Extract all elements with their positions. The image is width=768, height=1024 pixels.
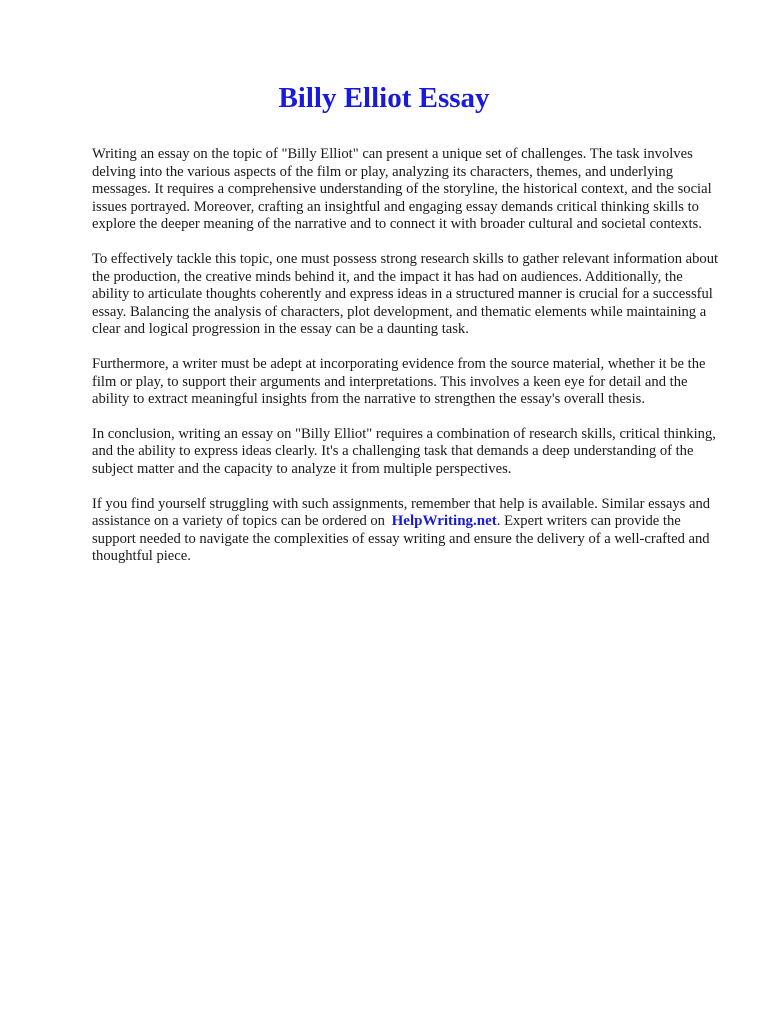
paragraph-4: In conclusion, writing an essay on "Billy Elliot" requires a combination of research skills, critical thinking, and the ability to express ideas clearly. It's a challenging task that demands a deep understanding of the subject matter and the capacity to analyze it from multiple perspectives. (92, 425, 716, 477)
essay-body (92, 146, 722, 583)
paragraph-5-after-link: . Expert writers can provide the support needed to navigate the complexities of essay writing and ensure the delivery of a well-crafted and thoughtful piece. (92, 513, 710, 565)
paragraph-1: Writing an essay on the topic of "Billy Elliot" can present a unique set of challenges. The task involves delving into the various aspects of the film or play, analyzing its characters, themes, and underlying messages. It requires a comprehensive understanding of the storyline, the historical context, and the social issues portrayed. Moreover, crafting an insightful and engaging essay demands critical thinking skills to explore the deeper meaning of the narrative and to connect it with broader cultural and societal contexts. (92, 146, 712, 233)
page-title: Billy Elliot Essay (278, 82, 490, 114)
paragraph-5 (92, 496, 722, 566)
paragraph-5-before-link: If you find yourself struggling with such assignments, remember that help is available. Similar essays and assistance on a variety of topics can be ordered on (92, 495, 711, 530)
paragraph-3: Furthermore, a writer must be adept at incorporating evidence from the source material, whether it be the film or play, to support their arguments and interpretations. This involves a keen eye for detail and the ability to extract meaningful insights from the narrative to strengthen the essay's overall thesis. (92, 355, 706, 408)
helpwriting-link[interactable]: HelpWriting.net (391, 513, 497, 530)
paragraph-2: To effectively tackle this topic, one must possess strong research skills to gather relevant information about the production, the creative minds behind it, and the impact it has had on audiences. Additionally, the ability to articulate thoughts coherently and express ideas in a structured manner is crucial for a successful essay. Balancing the analysis of characters, plot development, and thematic elements while maintaining a clear and logical progression in the essay can be a daunting task. (92, 250, 719, 338)
